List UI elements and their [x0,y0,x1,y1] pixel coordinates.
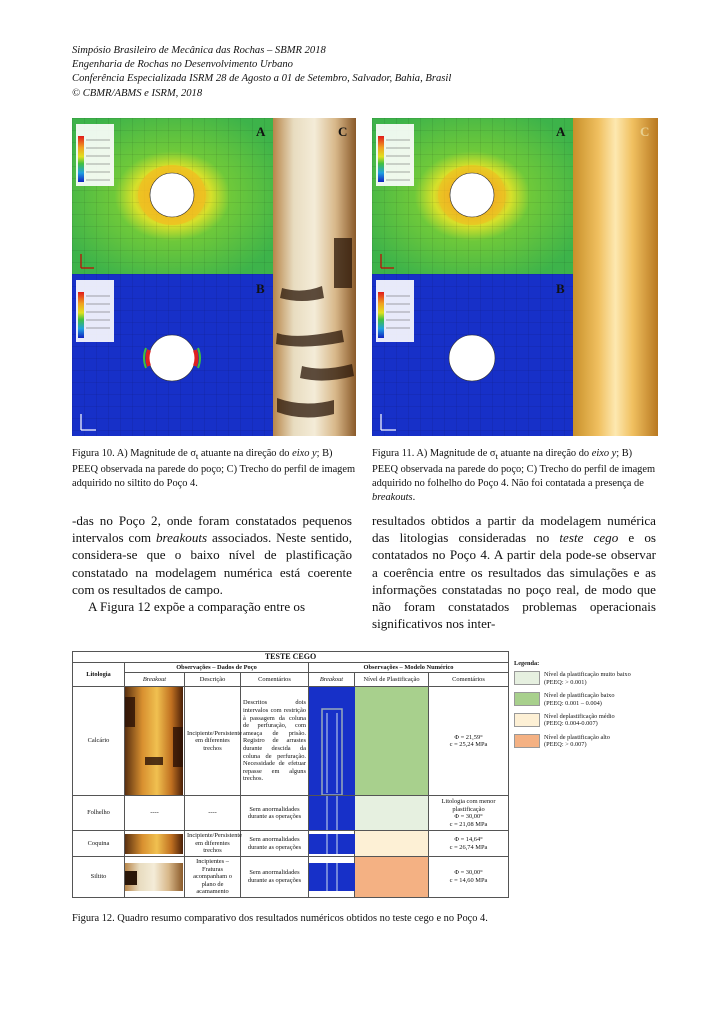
header-descricao: Descrição [185,673,241,687]
row-comentarios: Sem anormalidades durante as operações [241,831,309,857]
row-nivel-plastificacao [355,687,429,796]
figure-11-caption: Figura 11. A) Magnitude de $\sigma_t$ atuante na direção do eixo y; B) PEEQ observada na parede do poço; C) Trecho do perfil de imagem adquirido no folhelho do Poço 4. Não foi contatada a presença de breakouts. [372,448,656,504]
fig11-panel-b-label: B [556,281,565,296]
row-descricao: Incipientes – Fraturas acompanham o plano de acamamento [185,856,241,897]
row-model-breakout [309,856,355,897]
legend-swatch [514,734,540,748]
row-comentarios: Sem anormalidades durante as operações [241,856,309,897]
row-comentarios-2: Φ = 21,59° c = 25,24 MPa [429,687,509,796]
row-descricao: Incipiente/Persistente em diferentes trechos [185,831,241,857]
legend-swatch [514,671,540,685]
row-nivel-plastificacao [355,831,429,857]
fig10-panel-b-label: B [256,281,265,296]
right-column-text [372,512,656,632]
table-row [73,687,509,796]
row-descricao: Incipiente/Persistente em diferentes trechos [185,687,241,796]
header-line-1: Simpósio Brasileiro de Mecânica das Rochas – SBMR 2018 [72,45,326,56]
header-line-3: Conferência Especializada ISRM 28 de Agosto a 01 de Setembro, Salvador, Bahia, Brasil [72,73,452,85]
row-nivel-plastificacao [355,796,429,831]
left-paragraph-2: A Figura 12 expõe a comparação entre os [88,599,306,615]
legend-title: Legenda: [514,660,540,667]
legend-swatch [514,713,540,727]
header-litologia: Litologia [73,662,125,687]
row-breakout-image [125,856,185,897]
row-litologia: Siltito [73,856,125,897]
figure-12-caption: Figura 12. Quadro resumo comparativo dos resultados numéricos obtidos no teste cego e no Poço 4. [72,913,488,924]
conference-header [72,44,672,101]
header-line-4: © CBMR/ABMS e ISRM, 2018 [72,87,203,99]
row-breakout-image [125,687,185,796]
table-row [73,856,509,897]
header-line-2: Engenharia de Rochas no Desenvolvimento Urbano [72,59,293,71]
row-breakout-none: ---- [125,796,185,831]
right-paragraph-1: resultados obtidos a partir da modelagem numérica das litologias consideradas no teste cego e os contatados no Poço 4. A partir dela pode-se observar a coerência entre os resultados das simulações e as informações constatadas no poço real, de modo que não foram constatados problemas operacionais significativos nos inter- [372,513,656,632]
table-title: TESTE CEGO [73,652,509,663]
header-dados-poco: Observações – Dados de Poço [125,662,309,673]
fig10-panel-a-label: A [256,124,266,139]
left-paragraph-1: -das no Poço 2, onde foram constatados pequenos intervalos com breakouts associados. Neste sentido, considera-se que o baixo nível de plastificação constatado na modelagem numérica está coerente com os resultados de campo. [72,513,352,597]
teste-cego-table [72,651,509,898]
row-comentarios: Descritos dois intervalos com restrição à passagem da coluna de perfuração, com ameaça de prisão. Registro de arrastes durante descida da coluna de perfuração. Necessidade de efetuar repasse em alguns trechos. [241,687,309,796]
row-model-breakout [309,687,355,796]
legend-item: Nível de plastificação baixo (PEEQ: 0.001 – 0.004) [514,692,664,707]
row-comentarios: Sem anormalidades durante as operações [241,796,309,831]
fig11-panel-a-label: A [556,124,566,139]
figure-10-image [72,118,356,436]
fig11-panel-c-label: C [640,124,650,139]
row-nivel-plastificacao [355,856,429,897]
legend-item: Nível de plastificação alto (PEEQ: > 0.007) [514,734,664,749]
row-breakout-image [125,831,185,857]
row-litologia: Coquina [73,831,125,857]
row-litologia: Folhelho [73,796,125,831]
row-comentarios-2: Φ = 14,64° c = 26,74 MPa [429,831,509,857]
row-descricao: ---- [185,796,241,831]
fig10-panel-c-label: C [338,124,348,139]
row-litologia: Calcário [73,687,125,796]
header-breakout: Breakout [125,673,185,687]
table-row [73,796,509,831]
legend-item: Nível deplastificação médio (PEEQ: 0.004-0.007) [514,713,664,728]
figure-11-image [372,118,658,436]
row-comentarios-2: Litologia com menor plastificação Φ = 30,00° c = 21,08 MPa [429,796,509,831]
header-modelo-numerico: Observações – Modelo Numérico [309,662,509,673]
header-comentarios-2: Comentários [429,673,509,687]
figure-10-caption: Figura 10. A) Magnitude de $\sigma_t$ atuante na direção do eixo y; B) PEEQ observada na parede do poço; C) Trecho do perfil de imagem adquirido no siltito do Poço 4. [72,448,356,490]
header-comentarios: Comentários [241,673,309,687]
left-column-text [72,512,352,615]
legend-item: Nível da plastificação muito baixo (PEEQ: > 0.001) [514,671,664,686]
row-model-breakout [309,831,355,857]
header-nivel-plastificacao: Nível de Plastificação [355,673,429,687]
row-model-breakout [309,796,355,831]
legend-swatch [514,692,540,706]
row-comentarios-2: Φ = 30,00° c = 14,60 MPa [429,856,509,897]
table-row [73,831,509,857]
table-legend [514,660,664,755]
header-breakout-2: Breakout [309,673,355,687]
